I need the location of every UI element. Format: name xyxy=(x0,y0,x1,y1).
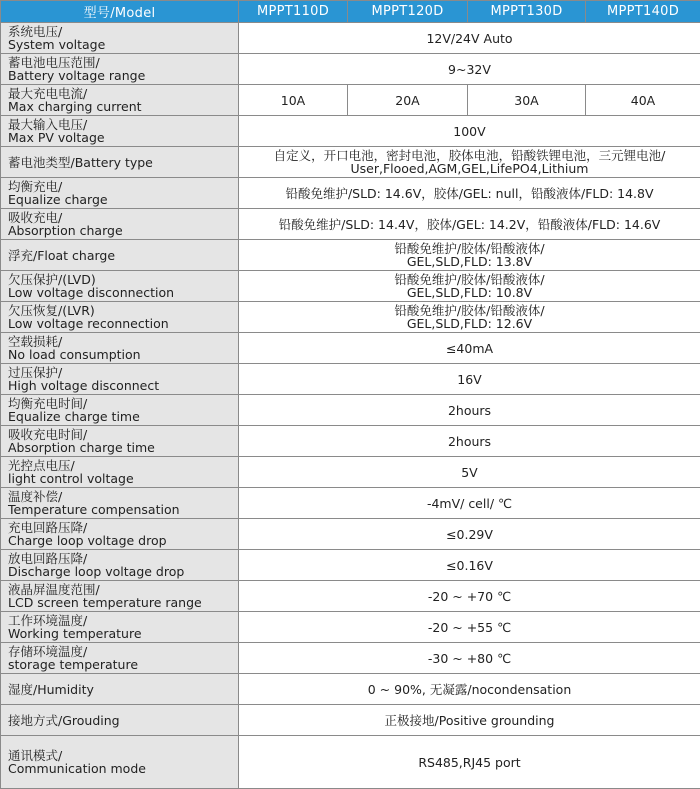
spec-row xyxy=(1,54,700,85)
spec-value xyxy=(239,23,700,54)
spec-label-line: 接地方式/Grouding xyxy=(8,712,120,728)
spec-row xyxy=(1,23,700,54)
spec-value xyxy=(239,147,700,178)
spec-label-line: 蓄电池电压范围/ xyxy=(8,55,100,70)
spec-label-line: Low voltage disconnection xyxy=(8,285,175,300)
spec-label-line: 欠压保护/(LVD) xyxy=(8,272,96,287)
spec-label xyxy=(1,271,239,302)
spec-value xyxy=(239,457,700,488)
spec-label xyxy=(1,209,239,240)
spec-value-line: -20 ~ +55 ℃ xyxy=(427,619,512,635)
spec-label-line: 充电回路压降/ xyxy=(8,520,88,535)
spec-label xyxy=(1,674,239,705)
spec-label-line: 温度补偿/ xyxy=(8,489,63,504)
spec-value xyxy=(239,550,700,581)
spec-label-line: 工作环境温度/ xyxy=(8,613,88,628)
spec-value xyxy=(239,488,700,519)
spec-label xyxy=(1,54,239,85)
spec-label-line: System voltage xyxy=(8,37,106,52)
spec-label-line: 放电回路压降/ xyxy=(8,551,88,566)
spec-row xyxy=(1,426,700,457)
spec-label-line: light control voltage xyxy=(8,471,134,486)
spec-label xyxy=(1,240,239,271)
spec-value-line: GEL,SLD,FLD: 10.8V xyxy=(406,285,533,300)
spec-row xyxy=(1,612,700,643)
spec-value-line: GEL,SLD,FLD: 12.6V xyxy=(406,316,533,331)
spec-value-line: 12V/24V Auto xyxy=(426,30,513,46)
spec-value-cell: 40A xyxy=(586,85,700,116)
spec-row xyxy=(1,488,700,519)
spec-value-line: 0 ~ 90%, 无凝露/nocondensation xyxy=(367,681,572,697)
spec-value-line: -4mV/ cell/ ℃ xyxy=(426,495,513,511)
spec-label-line: Low voltage reconnection xyxy=(8,316,169,331)
spec-label xyxy=(1,395,239,426)
spec-value xyxy=(239,705,700,736)
spec-label xyxy=(1,23,239,54)
spec-value xyxy=(239,612,700,643)
spec-value-line: 100V xyxy=(453,123,486,139)
spec-label xyxy=(1,147,239,178)
spec-label xyxy=(1,364,239,395)
spec-row xyxy=(1,395,700,426)
spec-value-cell: 20A xyxy=(348,85,468,116)
spec-value-line: 5V xyxy=(461,464,478,480)
spec-label xyxy=(1,643,239,674)
spec-label-line: 欠压恢复/(LVR) xyxy=(8,303,95,318)
spec-row xyxy=(1,705,700,736)
spec-label-line: 蓄电池类型/Battery type xyxy=(8,154,153,170)
spec-value-line: 铅酸免维护/胶体/铅酸液体/ xyxy=(394,241,545,256)
spec-value xyxy=(239,426,700,457)
spec-label xyxy=(1,85,239,116)
spec-row xyxy=(1,302,700,333)
spec-row xyxy=(1,271,700,302)
spec-label-line: 过压保护/ xyxy=(8,365,63,380)
spec-label-line: Charge loop voltage drop xyxy=(8,533,167,548)
header-row xyxy=(1,1,700,23)
model-mppt110d: MPPT110D xyxy=(239,1,348,23)
spec-value-line: RS485,RJ45 port xyxy=(418,754,521,770)
spec-label-line: 湿度/Humidity xyxy=(8,681,94,697)
spec-row xyxy=(1,364,700,395)
spec-label-line: Equalize charge xyxy=(8,192,108,207)
model-mppt140d: MPPT140D xyxy=(586,1,700,23)
spec-value-line: GEL,SLD,FLD: 13.8V xyxy=(406,254,533,269)
spec-label-line: 吸收充电时间/ xyxy=(8,427,88,442)
spec-label xyxy=(1,612,239,643)
spec-label-line: Absorption charge xyxy=(8,223,123,238)
spec-value-line: ≤0.16V xyxy=(446,557,493,573)
spec-label xyxy=(1,550,239,581)
spec-value xyxy=(239,519,700,550)
spec-value-line: User,Flooed,AGM,GEL,LifePO4,Lithium xyxy=(350,161,589,176)
spec-value-line: -20 ~ +70 ℃ xyxy=(427,588,512,604)
spec-value xyxy=(239,395,700,426)
spec-value xyxy=(239,240,700,271)
model-mppt120d: MPPT120D xyxy=(348,1,468,23)
spec-row xyxy=(1,333,700,364)
spec-label xyxy=(1,116,239,147)
spec-value-cell: 30A xyxy=(468,85,586,116)
spec-value xyxy=(239,116,700,147)
model-header: 型号/Model xyxy=(1,1,239,23)
spec-label xyxy=(1,302,239,333)
spec-label xyxy=(1,457,239,488)
spec-row xyxy=(1,736,700,789)
spec-label-line: 存储环境温度/ xyxy=(8,644,88,659)
spec-value xyxy=(239,271,700,302)
spec-value-line: ≤40mA xyxy=(445,340,494,356)
spec-label-line: 均衡充电/ xyxy=(8,179,63,194)
spec-row xyxy=(1,550,700,581)
spec-row xyxy=(1,209,700,240)
spec-row xyxy=(1,178,700,209)
spec-label-line: LCD screen temperature range xyxy=(8,595,202,610)
spec-label-line: Max charging current xyxy=(8,99,142,114)
spec-row xyxy=(1,116,700,147)
spec-row xyxy=(1,581,700,612)
spec-value xyxy=(239,178,700,209)
spec-value xyxy=(239,581,700,612)
spec-value xyxy=(239,643,700,674)
spec-value-cell: 10A xyxy=(239,85,348,116)
spec-label-line: 均衡充电时间/ xyxy=(8,396,88,411)
spec-label-line: Temperature compensation xyxy=(8,502,180,517)
spec-value-line: 铅酸免维护/胶体/铅酸液体/ xyxy=(394,272,545,287)
spec-label xyxy=(1,333,239,364)
spec-label-line: Equalize charge time xyxy=(8,409,140,424)
spec-label xyxy=(1,178,239,209)
spec-row xyxy=(1,674,700,705)
spec-label-line: 浮充/Float charge xyxy=(8,247,116,263)
spec-label-line: 光控点电压/ xyxy=(8,458,75,473)
spec-label-line: 最大充电电流/ xyxy=(8,86,88,101)
spec-label-line: Discharge loop voltage drop xyxy=(8,564,185,579)
spec-label-line: Max PV voltage xyxy=(8,130,105,145)
spec-row xyxy=(1,519,700,550)
spec-value xyxy=(239,209,700,240)
spec-body xyxy=(1,23,700,789)
spec-value-line: -30 ~ +80 ℃ xyxy=(427,650,512,666)
spec-label xyxy=(1,426,239,457)
spec-label-line: Battery voltage range xyxy=(8,68,146,83)
spec-label-line: 系统电压/ xyxy=(8,24,63,39)
spec-label xyxy=(1,488,239,519)
spec-value xyxy=(239,54,700,85)
spec-value-line: 铅酸免维护/胶体/铅酸液体/ xyxy=(394,303,545,318)
spec-value-line: 2hours xyxy=(447,433,492,449)
spec-label-line: Communication mode xyxy=(8,761,146,776)
spec-label-line: storage temperature xyxy=(8,657,139,672)
spec-label-line: No load consumption xyxy=(8,347,141,362)
spec-row xyxy=(1,457,700,488)
spec-label-line: 空载损耗/ xyxy=(8,334,63,349)
spec-value xyxy=(239,333,700,364)
spec-value-line: ≤0.29V xyxy=(446,526,493,542)
spec-value xyxy=(239,302,700,333)
spec-label xyxy=(1,705,239,736)
spec-value-line: 铅酸免维护/SLD: 14.6V，胶体/GEL: null，铅酸液体/FLD: 14.8V xyxy=(285,185,654,201)
spec-value-line: 正极接地/Positive grounding xyxy=(384,712,555,728)
spec-value-line: 9~32V xyxy=(448,61,491,77)
spec-label-line: 最大输入电压/ xyxy=(8,117,88,132)
spec-label-line: Absorption charge time xyxy=(8,440,155,455)
spec-row xyxy=(1,147,700,178)
spec-label-line: 吸收充电/ xyxy=(8,210,63,225)
spec-value-line: 铅酸免维护/SLD: 14.4V，胶体/GEL: 14.2V，铅酸液体/FLD: 14.6V xyxy=(278,216,661,232)
spec-label-line: 通讯模式/ xyxy=(8,748,63,763)
spec-label xyxy=(1,519,239,550)
spec-label-line: 液晶屏温度范围/ xyxy=(8,582,100,597)
spec-value-line: 16V xyxy=(457,371,482,387)
spec-label-line: Working temperature xyxy=(8,626,142,641)
spec-value-line: 自定义，开口电池，密封电池，胶体电池，铅酸铁锂电池，三元锂电池/ xyxy=(273,148,666,163)
spec-value-line: 2hours xyxy=(447,402,492,418)
spec-row xyxy=(1,85,700,116)
spec-row xyxy=(1,240,700,271)
spec-value xyxy=(239,736,700,789)
spec-value xyxy=(239,364,700,395)
model-mppt130d: MPPT130D xyxy=(468,1,586,23)
spec-label xyxy=(1,581,239,612)
spec-label-line: High voltage disconnect xyxy=(8,378,160,393)
spec-label xyxy=(1,736,239,789)
spec-value xyxy=(239,674,700,705)
spec-row xyxy=(1,643,700,674)
